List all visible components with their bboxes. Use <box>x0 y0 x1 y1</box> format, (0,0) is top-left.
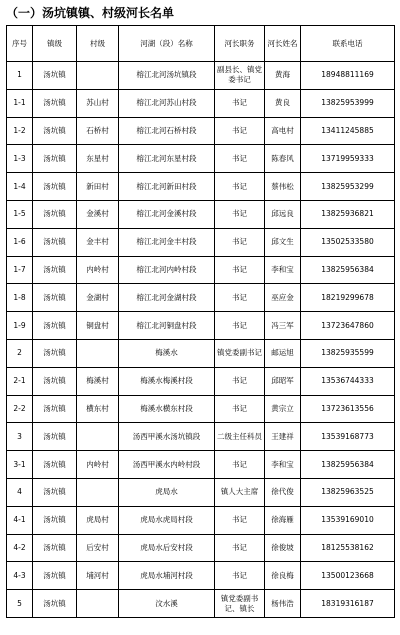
cell-phone: 13825963525 <box>301 478 395 506</box>
cell-position: 镇党委副书记、镇长 <box>215 590 265 618</box>
cell-village: 后安村 <box>77 534 119 562</box>
cell-river: 榕江北河石桥村段 <box>119 117 215 145</box>
cell-position: 二级主任科员 <box>215 423 265 451</box>
cell-village: 石桥村 <box>77 117 119 145</box>
cell-town: 汤坑镇 <box>33 256 77 284</box>
cell-phone: 13539168773 <box>301 423 395 451</box>
cell-no: 1-7 <box>7 256 33 284</box>
cell-village <box>77 62 119 90</box>
table-row <box>7 228 395 256</box>
cell-village: 金丰村 <box>77 228 119 256</box>
cell-river: 榕江北河铜盘村段 <box>119 312 215 340</box>
cell-river: 虎局水 <box>119 478 215 506</box>
cell-position: 书记 <box>215 534 265 562</box>
table-row <box>7 145 395 173</box>
cell-phone: 18319316187 <box>301 590 395 618</box>
cell-position: 副县长、镇党委书记 <box>215 62 265 90</box>
cell-phone: 13723613556 <box>301 395 395 423</box>
cell-town: 汤坑镇 <box>33 173 77 201</box>
cell-village: 横东村 <box>77 395 119 423</box>
cell-position: 书记 <box>215 173 265 201</box>
river-chief-table <box>6 25 395 618</box>
cell-phone: 18948811169 <box>301 62 395 90</box>
cell-river: 榕江北河金湖村段 <box>119 284 215 312</box>
cell-name: 冯三军 <box>265 312 301 340</box>
cell-town: 汤坑镇 <box>33 145 77 173</box>
cell-phone: 18125538162 <box>301 534 395 562</box>
cell-village <box>77 423 119 451</box>
cell-position: 书记 <box>215 117 265 145</box>
cell-name: 高电村 <box>265 117 301 145</box>
cell-no: 1-8 <box>7 284 33 312</box>
cell-position: 书记 <box>215 506 265 534</box>
table-row <box>7 256 395 284</box>
cell-town: 汤坑镇 <box>33 423 77 451</box>
cell-phone: 13723647860 <box>301 312 395 340</box>
cell-village <box>77 339 119 367</box>
cell-no: 4-2 <box>7 534 33 562</box>
cell-no: 1-1 <box>7 89 33 117</box>
cell-name: 徐海雁 <box>265 506 301 534</box>
cell-phone: 13536744333 <box>301 367 395 395</box>
cell-river: 汤西甲溪水内岭村段 <box>119 451 215 479</box>
cell-position: 书记 <box>215 145 265 173</box>
cell-no: 1-9 <box>7 312 33 340</box>
cell-position: 镇人大主席 <box>215 478 265 506</box>
table-row <box>7 534 395 562</box>
cell-village: 金湖村 <box>77 284 119 312</box>
cell-village <box>77 590 119 618</box>
cell-phone: 13411245885 <box>301 117 395 145</box>
cell-river: 虎局水虎局村段 <box>119 506 215 534</box>
cell-phone: 13719959333 <box>301 145 395 173</box>
cell-phone: 13825936821 <box>301 200 395 228</box>
cell-phone: 13825935599 <box>301 339 395 367</box>
cell-no: 2 <box>7 339 33 367</box>
cell-name: 徐代俊 <box>265 478 301 506</box>
cell-town: 汤坑镇 <box>33 395 77 423</box>
cell-no: 2-1 <box>7 367 33 395</box>
cell-position: 书记 <box>215 562 265 590</box>
cell-river: 榕江北河新田村段 <box>119 173 215 201</box>
cell-position: 镇党委副书记 <box>215 339 265 367</box>
cell-river: 汤西甲溪水汤坑镇段 <box>119 423 215 451</box>
table-row <box>7 312 395 340</box>
cell-river: 榕江北河金溪村段 <box>119 200 215 228</box>
header-name: 河长姓名 <box>265 26 301 62</box>
table-row <box>7 395 395 423</box>
table-row <box>7 590 395 618</box>
cell-river: 虎局水后安村段 <box>119 534 215 562</box>
cell-position: 书记 <box>215 451 265 479</box>
cell-village: 新田村 <box>77 173 119 201</box>
header-position: 河长职务 <box>215 26 265 62</box>
cell-river: 汶水溪 <box>119 590 215 618</box>
cell-no: 4-1 <box>7 506 33 534</box>
cell-name: 徐良梅 <box>265 562 301 590</box>
cell-town: 汤坑镇 <box>33 89 77 117</box>
cell-village: 苏山村 <box>77 89 119 117</box>
cell-name: 李和宝 <box>265 451 301 479</box>
table-body <box>7 62 395 618</box>
cell-name: 徐俊坡 <box>265 534 301 562</box>
cell-village: 梅溪村 <box>77 367 119 395</box>
header-phone: 联系电话 <box>301 26 395 62</box>
cell-town: 汤坑镇 <box>33 562 77 590</box>
cell-no: 2-2 <box>7 395 33 423</box>
cell-village: 金溪村 <box>77 200 119 228</box>
cell-no: 1-4 <box>7 173 33 201</box>
table-row <box>7 200 395 228</box>
cell-river: 榕江北河汤坑镇段 <box>119 62 215 90</box>
cell-river: 虎局水埔河村段 <box>119 562 215 590</box>
table-row <box>7 89 395 117</box>
cell-no: 1-6 <box>7 228 33 256</box>
cell-phone: 13825953999 <box>301 89 395 117</box>
cell-name: 巫应金 <box>265 284 301 312</box>
cell-position: 书记 <box>215 89 265 117</box>
cell-position: 书记 <box>215 228 265 256</box>
cell-town: 汤坑镇 <box>33 367 77 395</box>
table-row <box>7 284 395 312</box>
cell-name: 杨伟浩 <box>265 590 301 618</box>
cell-river: 榕江北河苏山村段 <box>119 89 215 117</box>
table-row <box>7 62 395 90</box>
table-row <box>7 423 395 451</box>
cell-name: 邱昭军 <box>265 367 301 395</box>
header-village: 村级 <box>77 26 119 62</box>
cell-phone: 13825956384 <box>301 451 395 479</box>
cell-village: 埔河村 <box>77 562 119 590</box>
cell-no: 1-5 <box>7 200 33 228</box>
cell-position: 书记 <box>215 256 265 284</box>
cell-phone: 18219299678 <box>301 284 395 312</box>
table-row <box>7 506 395 534</box>
cell-no: 5 <box>7 590 33 618</box>
cell-river: 榕江北河金丰村段 <box>119 228 215 256</box>
cell-position: 书记 <box>215 312 265 340</box>
cell-name: 邮运旭 <box>265 339 301 367</box>
cell-no: 4 <box>7 478 33 506</box>
cell-phone: 13502533580 <box>301 228 395 256</box>
cell-town: 汤坑镇 <box>33 200 77 228</box>
cell-phone: 13825953299 <box>301 173 395 201</box>
header-town: 镇级 <box>33 26 77 62</box>
cell-village: 内岭村 <box>77 451 119 479</box>
cell-town: 汤坑镇 <box>33 312 77 340</box>
table-row <box>7 173 395 201</box>
cell-town: 汤坑镇 <box>33 339 77 367</box>
cell-town: 汤坑镇 <box>33 506 77 534</box>
cell-name: 蔡伟松 <box>265 173 301 201</box>
cell-phone: 13500123668 <box>301 562 395 590</box>
table-header-row <box>7 26 395 62</box>
cell-village: 内岭村 <box>77 256 119 284</box>
table-row <box>7 562 395 590</box>
cell-village: 东星村 <box>77 145 119 173</box>
cell-no: 3-1 <box>7 451 33 479</box>
cell-name: 邱远良 <box>265 200 301 228</box>
cell-name: 黄良 <box>265 89 301 117</box>
cell-name: 陈春风 <box>265 145 301 173</box>
cell-phone: 13539169010 <box>301 506 395 534</box>
cell-position: 书记 <box>215 284 265 312</box>
cell-position: 书记 <box>215 200 265 228</box>
cell-no: 1-2 <box>7 117 33 145</box>
cell-town: 汤坑镇 <box>33 117 77 145</box>
cell-name: 黄海 <box>265 62 301 90</box>
cell-town: 汤坑镇 <box>33 62 77 90</box>
cell-town: 汤坑镇 <box>33 534 77 562</box>
cell-river: 梅溪水 <box>119 339 215 367</box>
cell-name: 李和宝 <box>265 256 301 284</box>
cell-phone: 13825956384 <box>301 256 395 284</box>
cell-name: 邱文生 <box>265 228 301 256</box>
cell-river: 梅溪水横东村段 <box>119 395 215 423</box>
cell-position: 书记 <box>215 395 265 423</box>
cell-no: 4-3 <box>7 562 33 590</box>
cell-town: 汤坑镇 <box>33 228 77 256</box>
cell-village <box>77 478 119 506</box>
cell-no: 1 <box>7 62 33 90</box>
cell-name: 王建祥 <box>265 423 301 451</box>
header-no: 序号 <box>7 26 33 62</box>
cell-river: 榕江北河东星村段 <box>119 145 215 173</box>
cell-no: 3 <box>7 423 33 451</box>
table-row <box>7 339 395 367</box>
cell-river: 榕江北河内岭村段 <box>119 256 215 284</box>
table-row <box>7 367 395 395</box>
cell-position: 书记 <box>215 367 265 395</box>
table-row <box>7 478 395 506</box>
cell-town: 汤坑镇 <box>33 590 77 618</box>
cell-town: 汤坑镇 <box>33 284 77 312</box>
table-row <box>7 117 395 145</box>
cell-village: 铜盘村 <box>77 312 119 340</box>
cell-town: 汤坑镇 <box>33 478 77 506</box>
cell-no: 1-3 <box>7 145 33 173</box>
cell-village: 虎局村 <box>77 506 119 534</box>
cell-river: 梅溪水梅溪村段 <box>119 367 215 395</box>
cell-town: 汤坑镇 <box>33 451 77 479</box>
page-title: （一）汤坑镇镇、村级河长名单 <box>6 6 175 20</box>
table-row <box>7 451 395 479</box>
header-river: 河湖（段）名称 <box>119 26 215 62</box>
cell-name: 黄宗立 <box>265 395 301 423</box>
